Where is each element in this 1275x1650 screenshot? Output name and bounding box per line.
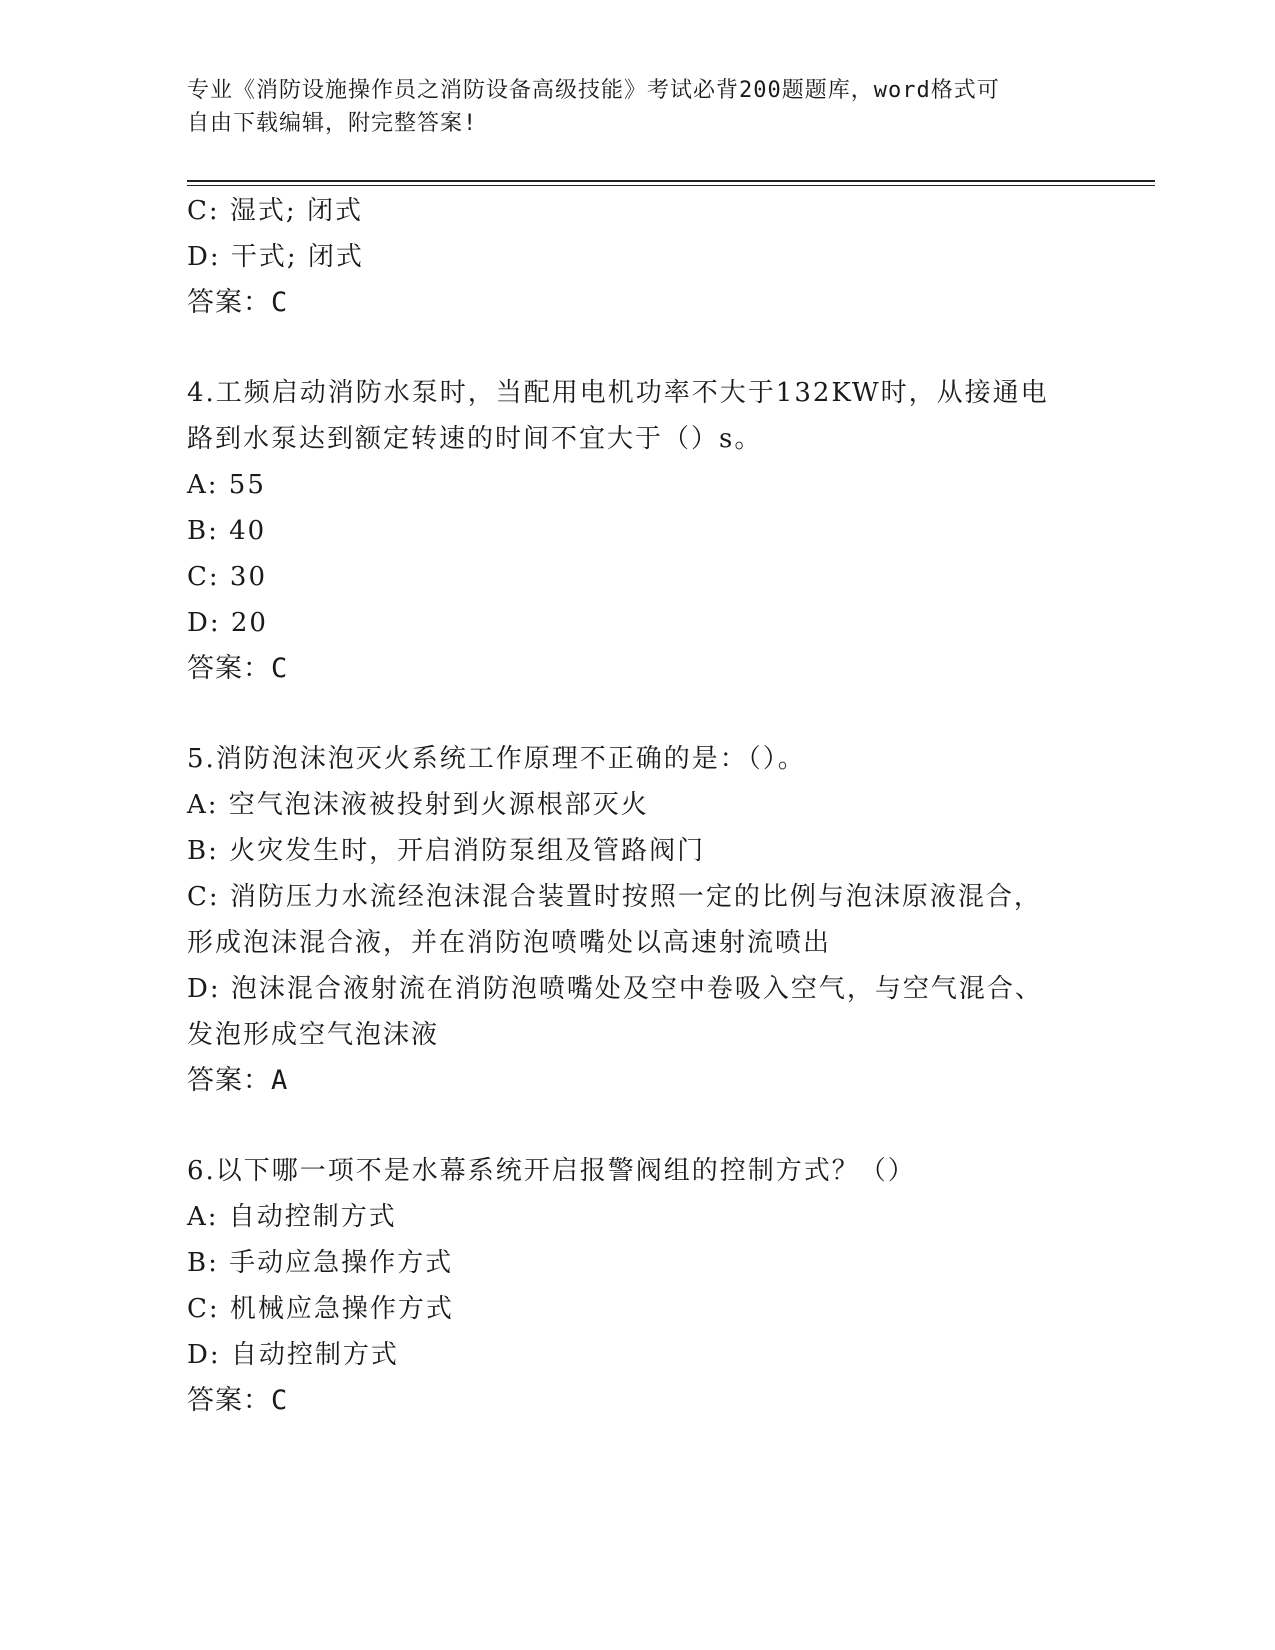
question-stem: 6.以下哪一项不是水幕系统开启报警阀组的控制方式？（） xyxy=(187,1156,916,1186)
answer-value: C xyxy=(271,1385,289,1416)
header-rule-thick xyxy=(187,180,1155,182)
answer-line xyxy=(187,646,1087,692)
answer-label: 答案： xyxy=(187,653,271,684)
option-c: C: 30 xyxy=(187,562,268,592)
answer-value: C xyxy=(271,653,289,684)
option-d-continued: 发泡形成空气泡沫液 xyxy=(187,1020,440,1050)
header-line-2: 自由下载编辑，附完整答案! xyxy=(187,111,478,136)
answer-label: 答案： xyxy=(187,1065,271,1096)
question-5 xyxy=(187,736,1087,1104)
option-a: A: 自动控制方式 xyxy=(187,1202,397,1232)
option-c: C: 湿式; 闭式 xyxy=(187,196,363,226)
answer-value: C xyxy=(271,287,289,318)
question-list xyxy=(187,188,1087,1424)
answer-label: 答案： xyxy=(187,287,271,318)
question-stem: 5.消防泡沫泡灭火系统工作原理不正确的是：（）。 xyxy=(187,744,806,774)
answer-value: A xyxy=(271,1065,289,1096)
question-3-tail xyxy=(187,188,1087,326)
option-a: A: 55 xyxy=(187,470,266,500)
option-d: D: 自动控制方式 xyxy=(187,1340,399,1370)
question-stem-continued: 路到水泵达到额定转速的时间不宜大于（）s。 xyxy=(187,424,763,454)
header-rule-thin xyxy=(187,185,1155,186)
option-a: A: 空气泡沫液被投射到火源根部灭火 xyxy=(187,790,649,820)
answer-label: 答案： xyxy=(187,1385,271,1416)
question-6 xyxy=(187,1148,1087,1424)
answer-line xyxy=(187,1378,1087,1424)
option-c-continued: 形成泡沫混合液，并在消防泡喷嘴处以高速射流喷出 xyxy=(187,928,832,958)
question-4 xyxy=(187,370,1087,692)
option-d: D: 泡沫混合液射流在消防泡喷嘴处及空中卷吸入空气，与空气混合、 xyxy=(187,974,1043,1004)
option-c: C: 机械应急操作方式 xyxy=(187,1294,454,1324)
question-stem: 4.工频启动消防水泵时，当配用电机功率不大于132KW时，从接通电 xyxy=(187,378,1049,408)
option-d: D: 20 xyxy=(187,608,268,638)
header-line-1: 专业《消防设施操作员之消防设备高级技能》考试必背200题题库，word格式可 xyxy=(187,78,1000,103)
answer-line xyxy=(187,280,1087,326)
document-header xyxy=(187,74,1067,140)
option-b: B: 手动应急操作方式 xyxy=(187,1248,454,1278)
answer-line xyxy=(187,1058,1087,1104)
option-b: B: 火灾发生时，开启消防泵组及管路阀门 xyxy=(187,836,706,866)
option-c: C: 消防压力水流经泡沫混合装置时按照一定的比例与泡沫原液混合， xyxy=(187,882,1042,912)
option-b: B: 40 xyxy=(187,516,267,546)
option-d: D: 干式; 闭式 xyxy=(187,242,364,272)
